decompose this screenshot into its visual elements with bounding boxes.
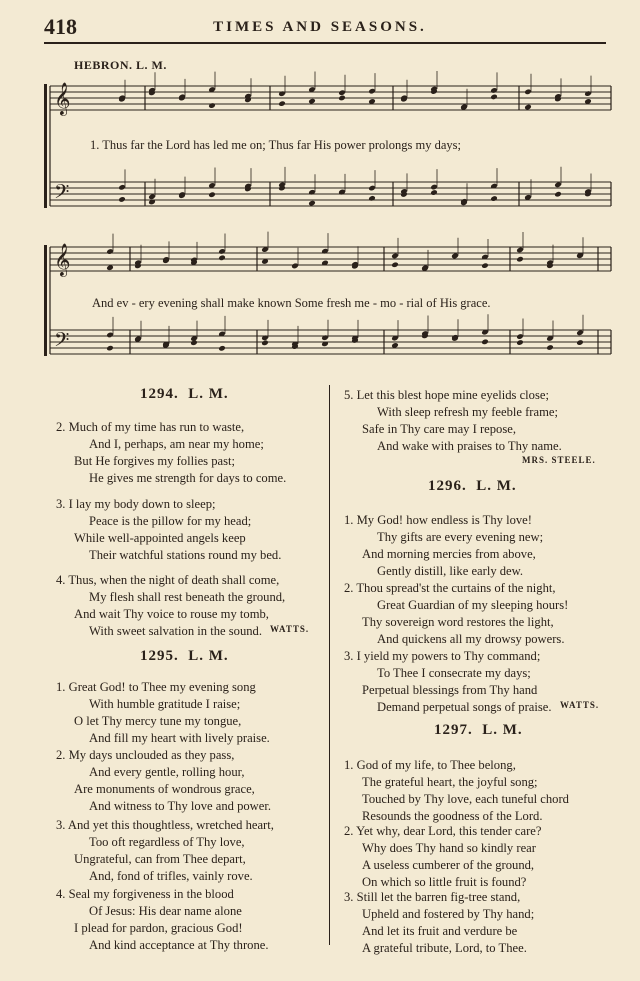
verse-line: With sweet salvation in the sound. bbox=[89, 624, 262, 638]
system-1-treble-notehead bbox=[524, 104, 532, 111]
verse-line: Perpetual blessings from Thy hand bbox=[362, 683, 538, 697]
system-1-brace bbox=[44, 84, 47, 208]
verse-line: Ungrateful, can from Thee depart, bbox=[74, 852, 246, 866]
verse-line: 5. Let this blest hope mine eyelids close; bbox=[344, 388, 549, 402]
system-1-treble-notehead bbox=[208, 102, 216, 109]
system-2-bass-notehead bbox=[576, 339, 584, 346]
system-2-treble-notehead bbox=[391, 261, 399, 268]
verse-line: 4. Seal my forgiveness in the blood bbox=[56, 887, 234, 901]
verse-line: And, fond of trifles, vainly rove. bbox=[89, 869, 253, 883]
system-1-bass-notehead bbox=[368, 195, 376, 202]
verse-line: He gives me strength for days to come. bbox=[89, 471, 287, 485]
system-2-bass-clef: 𝄢 bbox=[54, 328, 70, 356]
author-credit: MRS. STEELE. bbox=[522, 455, 596, 465]
verse-line: And morning mercies from above, bbox=[362, 547, 536, 561]
verse-line: And quickens all my drowsy powers. bbox=[377, 632, 565, 646]
verse-line: 1. My God! how endless is Thy love! bbox=[344, 513, 532, 527]
verse-line: 2. Thou spread'st the curtains of the night, bbox=[344, 581, 556, 595]
verse-line: 2. Much of my time has run to waste, bbox=[56, 420, 245, 434]
system-2-bass-notehead bbox=[106, 345, 114, 352]
system-1-treble-clef: 𝄞 bbox=[54, 82, 71, 115]
verse-line: 1. Great God! to Thee my evening song bbox=[56, 680, 256, 694]
system-1-treble-notehead bbox=[278, 100, 286, 107]
system-1-bass-notehead bbox=[554, 191, 562, 198]
system-2-treble-clef: 𝄞 bbox=[54, 243, 71, 276]
verse-line: With humble gratitude I raise; bbox=[89, 697, 241, 711]
verse-line: And I, perhaps, am near my home; bbox=[89, 437, 264, 451]
verse-line: And every gentle, rolling hour, bbox=[89, 765, 245, 779]
verse-line: My flesh shall rest beneath the ground, bbox=[89, 590, 286, 604]
system-2-bass-notehead bbox=[261, 340, 269, 347]
hymn-1297-heading: 1297. L. M. bbox=[434, 722, 523, 738]
verse-line: But He forgives my follies past; bbox=[74, 454, 236, 468]
running-head: TIMES AND SEASONS. bbox=[213, 19, 427, 35]
verse-line: A useless cumberer of the ground, bbox=[362, 858, 535, 872]
column-divider bbox=[329, 385, 330, 945]
system-2-bass-notehead bbox=[546, 344, 554, 351]
system-1-bass-notehead bbox=[208, 191, 216, 198]
verse-line: Gently distill, like early dew. bbox=[377, 564, 524, 578]
system-1-bass-notehead bbox=[430, 189, 438, 196]
system-2-brace bbox=[44, 245, 47, 356]
verse-line: With sleep refresh my feeble frame; bbox=[377, 405, 558, 419]
verse-line: 1. God of my life, to Thee belong, bbox=[344, 758, 516, 772]
verse-line: I plead for pardon, gracious God! bbox=[74, 921, 243, 935]
system-2-bass-notehead bbox=[516, 339, 524, 346]
system-2-bass-notehead bbox=[481, 339, 489, 346]
verse-line: While well-appointed angels keep bbox=[74, 531, 246, 545]
verse-line: 3. And yet this thoughtless, wretched heart, bbox=[56, 818, 274, 832]
verse-line: To Thee I consecrate my days; bbox=[377, 666, 531, 680]
verse-line: And kind acceptance at Thy throne. bbox=[89, 938, 269, 952]
verse-line: 3. I yield my powers to Thy command; bbox=[344, 649, 541, 663]
verse-line: O let Thy mercy tune my tongue, bbox=[74, 714, 242, 728]
page-number: 418 bbox=[44, 14, 77, 39]
tune-title: HEBRON. L. M. bbox=[74, 58, 167, 72]
system-1-bass-notehead bbox=[308, 200, 316, 207]
verse-line: On which so little fruit is found? bbox=[362, 875, 527, 889]
hymn-1295-heading: 1295. L. M. bbox=[140, 648, 229, 664]
verse-line: Why does Thy hand so kindly rear bbox=[362, 841, 536, 855]
system-2-treble-notehead bbox=[218, 255, 226, 262]
verse-line: Thy sovereign word restores the light, bbox=[362, 615, 554, 629]
system-2-treble-notehead bbox=[516, 256, 524, 263]
author-credit: WATTS. bbox=[270, 624, 310, 634]
system-1-treble-notehead bbox=[338, 95, 346, 102]
system-2-bass-notehead bbox=[218, 345, 226, 352]
verse-line: Upheld and fostered by Thy hand; bbox=[362, 907, 535, 921]
verse-line: 2. My days unclouded as they pass, bbox=[56, 748, 235, 762]
system-1-treble-notehead bbox=[490, 94, 498, 101]
hymn-1296-heading: 1296. L. M. bbox=[428, 478, 517, 494]
verse-line: 4. Thus, when the night of death shall come, bbox=[56, 573, 280, 587]
verse-line: Resounds the goodness of the Lord. bbox=[362, 809, 543, 823]
verse-line: 3. I lay my body down to sleep; bbox=[56, 497, 216, 511]
verse-line: And wait Thy voice to rouse my tomb, bbox=[74, 607, 269, 621]
tune-lyric-line-1: 1. Thus far the Lord has led me on; Thus far His power prolongs my days; bbox=[90, 138, 462, 152]
verse-line: Of Jesus: His dear name alone bbox=[89, 904, 242, 918]
verse-line: 3. Still let the barren fig-tree stand, bbox=[344, 890, 521, 904]
tune-lyric-line-2: And ev - ery evening shall make known Some fresh me - mo - rial of His grace. bbox=[92, 296, 491, 310]
verse-line: Are monuments of wondrous grace, bbox=[74, 782, 255, 796]
verse-line: Demand perpetual songs of praise. bbox=[377, 700, 552, 714]
verse-line: Too oft regardless of Thy love, bbox=[89, 835, 245, 849]
author-credit: WATTS. bbox=[560, 700, 600, 710]
verse-line: And let its fruit and verdure be bbox=[362, 924, 518, 938]
system-1-bass-clef: 𝄢 bbox=[54, 180, 70, 208]
system-2-treble-notehead bbox=[481, 262, 489, 269]
system-1-bass-notehead bbox=[490, 195, 498, 202]
verse-line: And witness to Thy love and power. bbox=[89, 799, 272, 813]
hymn-1294-heading: 1294. L. M. bbox=[140, 386, 229, 402]
verse-line: And wake with praises to Thy name. bbox=[377, 439, 562, 453]
system-1-bass-notehead bbox=[118, 196, 126, 203]
system-1-treble-notehead bbox=[308, 98, 316, 105]
verse-line: A grateful tribute, Lord, to Thee. bbox=[362, 941, 527, 955]
verse-line: 2. Yet why, dear Lord, this tender care? bbox=[344, 824, 542, 838]
music-score bbox=[0, 0, 640, 370]
verse-line: Great Guardian of my sleeping hours! bbox=[377, 598, 569, 612]
verse-line: Peace is the pillow for my head; bbox=[89, 514, 252, 528]
verse-line: The grateful heart, the joyful song; bbox=[362, 775, 538, 789]
verse-line: And fill my heart with lively praise. bbox=[89, 731, 270, 745]
verse-line: Their watchful stations round my bed. bbox=[89, 548, 282, 562]
verse-line: Safe in Thy care may I repose, bbox=[362, 422, 516, 436]
verse-line: Touched by Thy love, each tuneful chord bbox=[362, 792, 569, 806]
verse-line: Thy gifts are every evening new; bbox=[377, 530, 544, 544]
